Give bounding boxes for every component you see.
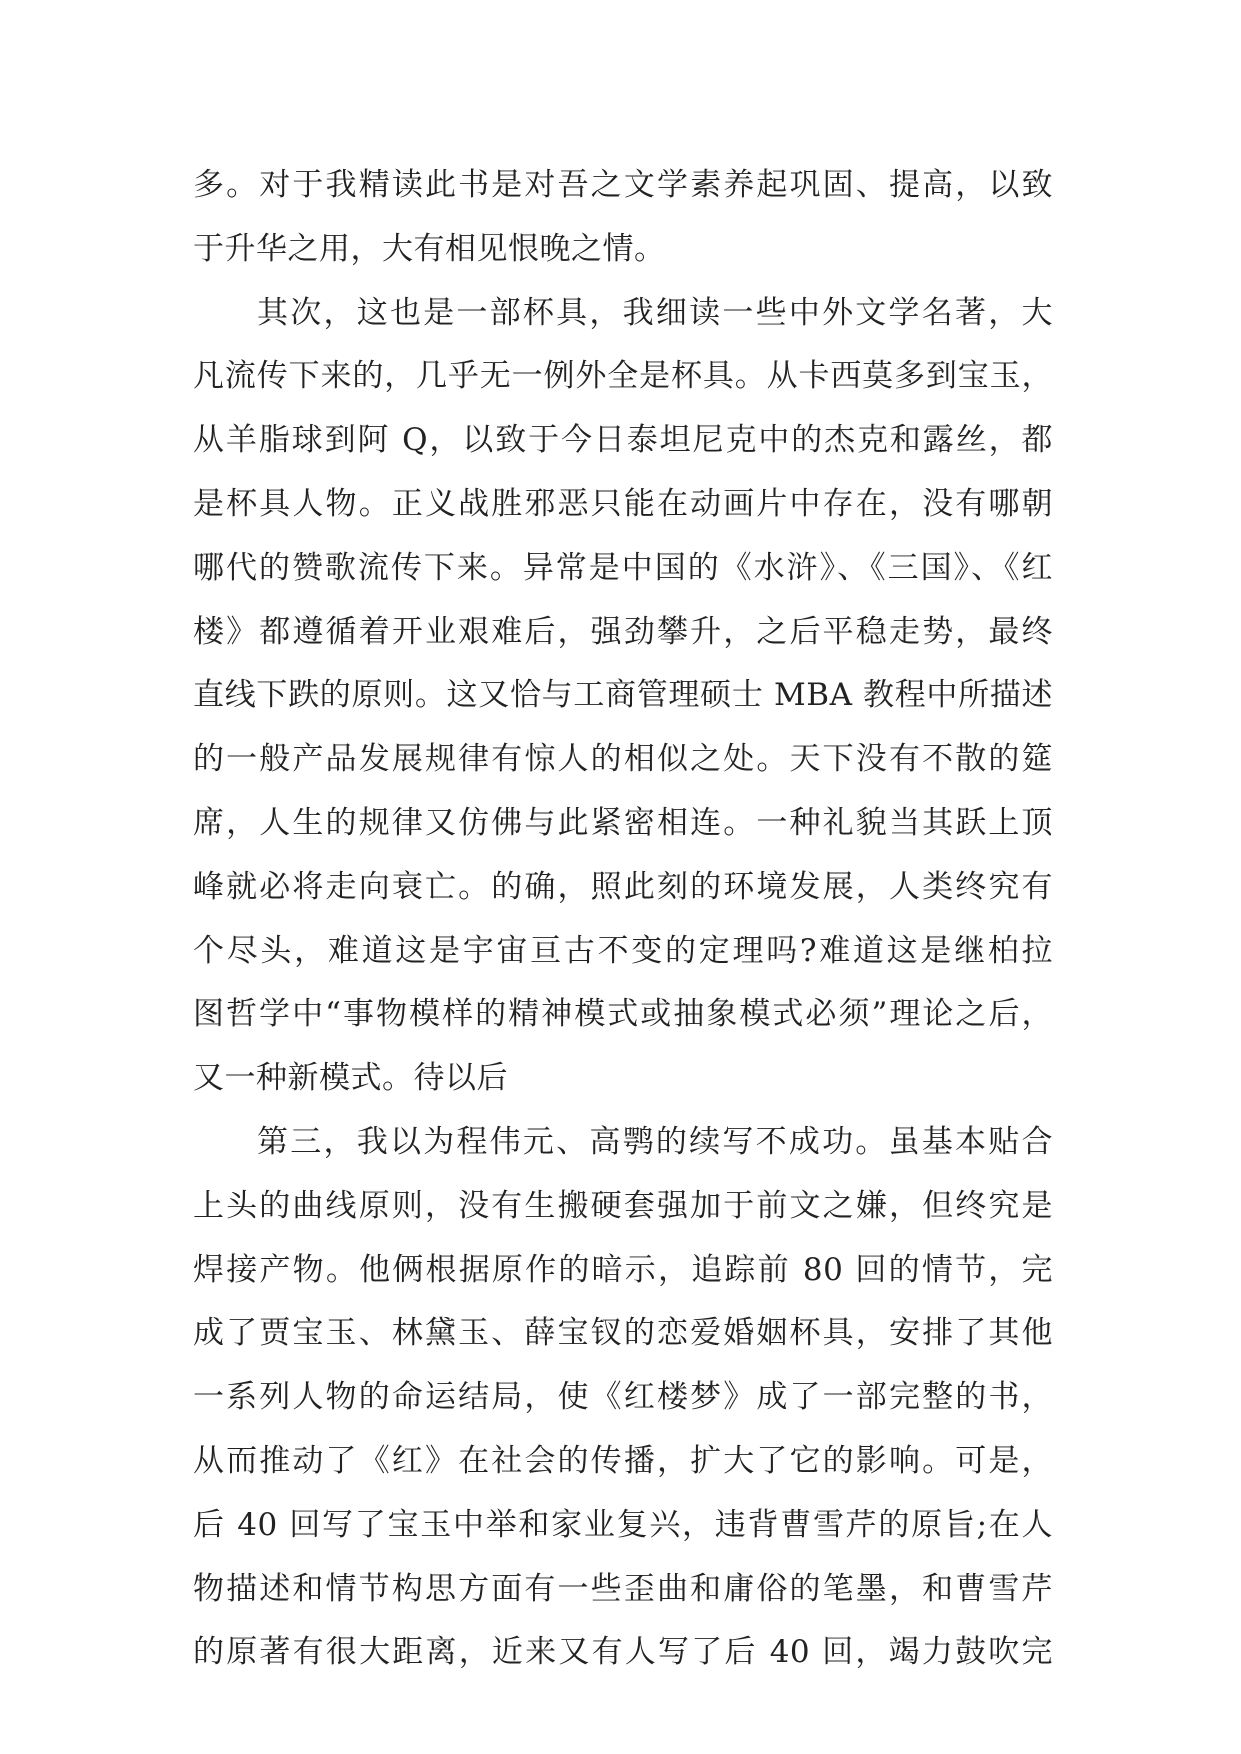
text-line: 个尽头，难道这是宇宙亘古不变的定理吗?难道这是继柏拉 (193, 932, 1053, 969)
text-line: 于升华之用，大有相见恨晚之情。 (193, 230, 666, 267)
text-line: 一系列人物的命运结局，使《红楼梦》成了一部完整的书， (193, 1379, 1053, 1416)
text-line: 的原著有很大距离，近来又有人写了后 40 回，竭力鼓吹完 (193, 1634, 1053, 1671)
text-line: 第三，我以为程伟元、高鹗的续写不成功。虽基本贴合 (257, 1123, 1053, 1160)
text-line: 直线下跌的原则。这又恰与工商管理硕士 MBA 教程中所描述 (193, 677, 1053, 714)
text-line: 楼》都遵循着开业艰难后，强劲攀升，之后平稳走势，最终 (193, 613, 1053, 650)
text-line: 成了贾宝玉、林黛玉、薛宝钗的恋爱婚姻杯具，安排了其他 (193, 1315, 1053, 1352)
text-line: 又一种新模式。待以后 (193, 1060, 508, 1097)
text-line: 峰就必将走向衰亡。的确，照此刻的环境发展，人类终究有 (193, 868, 1053, 905)
text-line: 席，人生的规律又仿佛与此紧密相连。一种礼貌当其跃上顶 (193, 804, 1053, 841)
text-line: 其次，这也是一部杯具，我细读一些中外文学名著，大 (257, 294, 1053, 331)
text-line: 上头的曲线原则，没有生搬硬套强加于前文之嫌，但终究是 (193, 1187, 1053, 1224)
text-line: 后 40 回写了宝玉中举和家业复兴，违背曹雪芹的原旨;在人 (193, 1506, 1053, 1543)
text-line: 多。对于我精读此书是对吾之文学素养起巩固、提高，以致 (193, 167, 1053, 203)
body-text (193, 154, 1053, 1685)
text-line: 物描述和情节构思方面有一些歪曲和庸俗的笔墨，和曹雪芹 (193, 1570, 1053, 1607)
text-line: 哪代的赞歌流传下来。异常是中国的《水浒》、《三国》、《红 (193, 549, 1053, 586)
text-line: 从而推动了《红》在社会的传播，扩大了它的影响。可是， (193, 1442, 1053, 1479)
text-line: 凡流传下来的，几乎无一例外全是杯具。从卡西莫多到宝玉， (193, 358, 1053, 395)
text-line: 的一般产品发展规律有惊人的相似之处。天下没有不散的筵 (193, 741, 1053, 778)
text-line: 是杯具人物。正义战胜邪恶只能在动画片中存在，没有哪朝 (193, 485, 1053, 522)
text-line: 从羊脂球到阿 Q，以致于今日泰坦尼克中的杰克和露丝，都 (193, 422, 1053, 459)
text-line: 焊接产物。他俩根据原作的暗示，追踪前 80 回的情节，完 (193, 1251, 1053, 1288)
text-line: 图哲学中“事物模样的精神模式或抽象模式必须”理论之后， (193, 996, 1053, 1033)
